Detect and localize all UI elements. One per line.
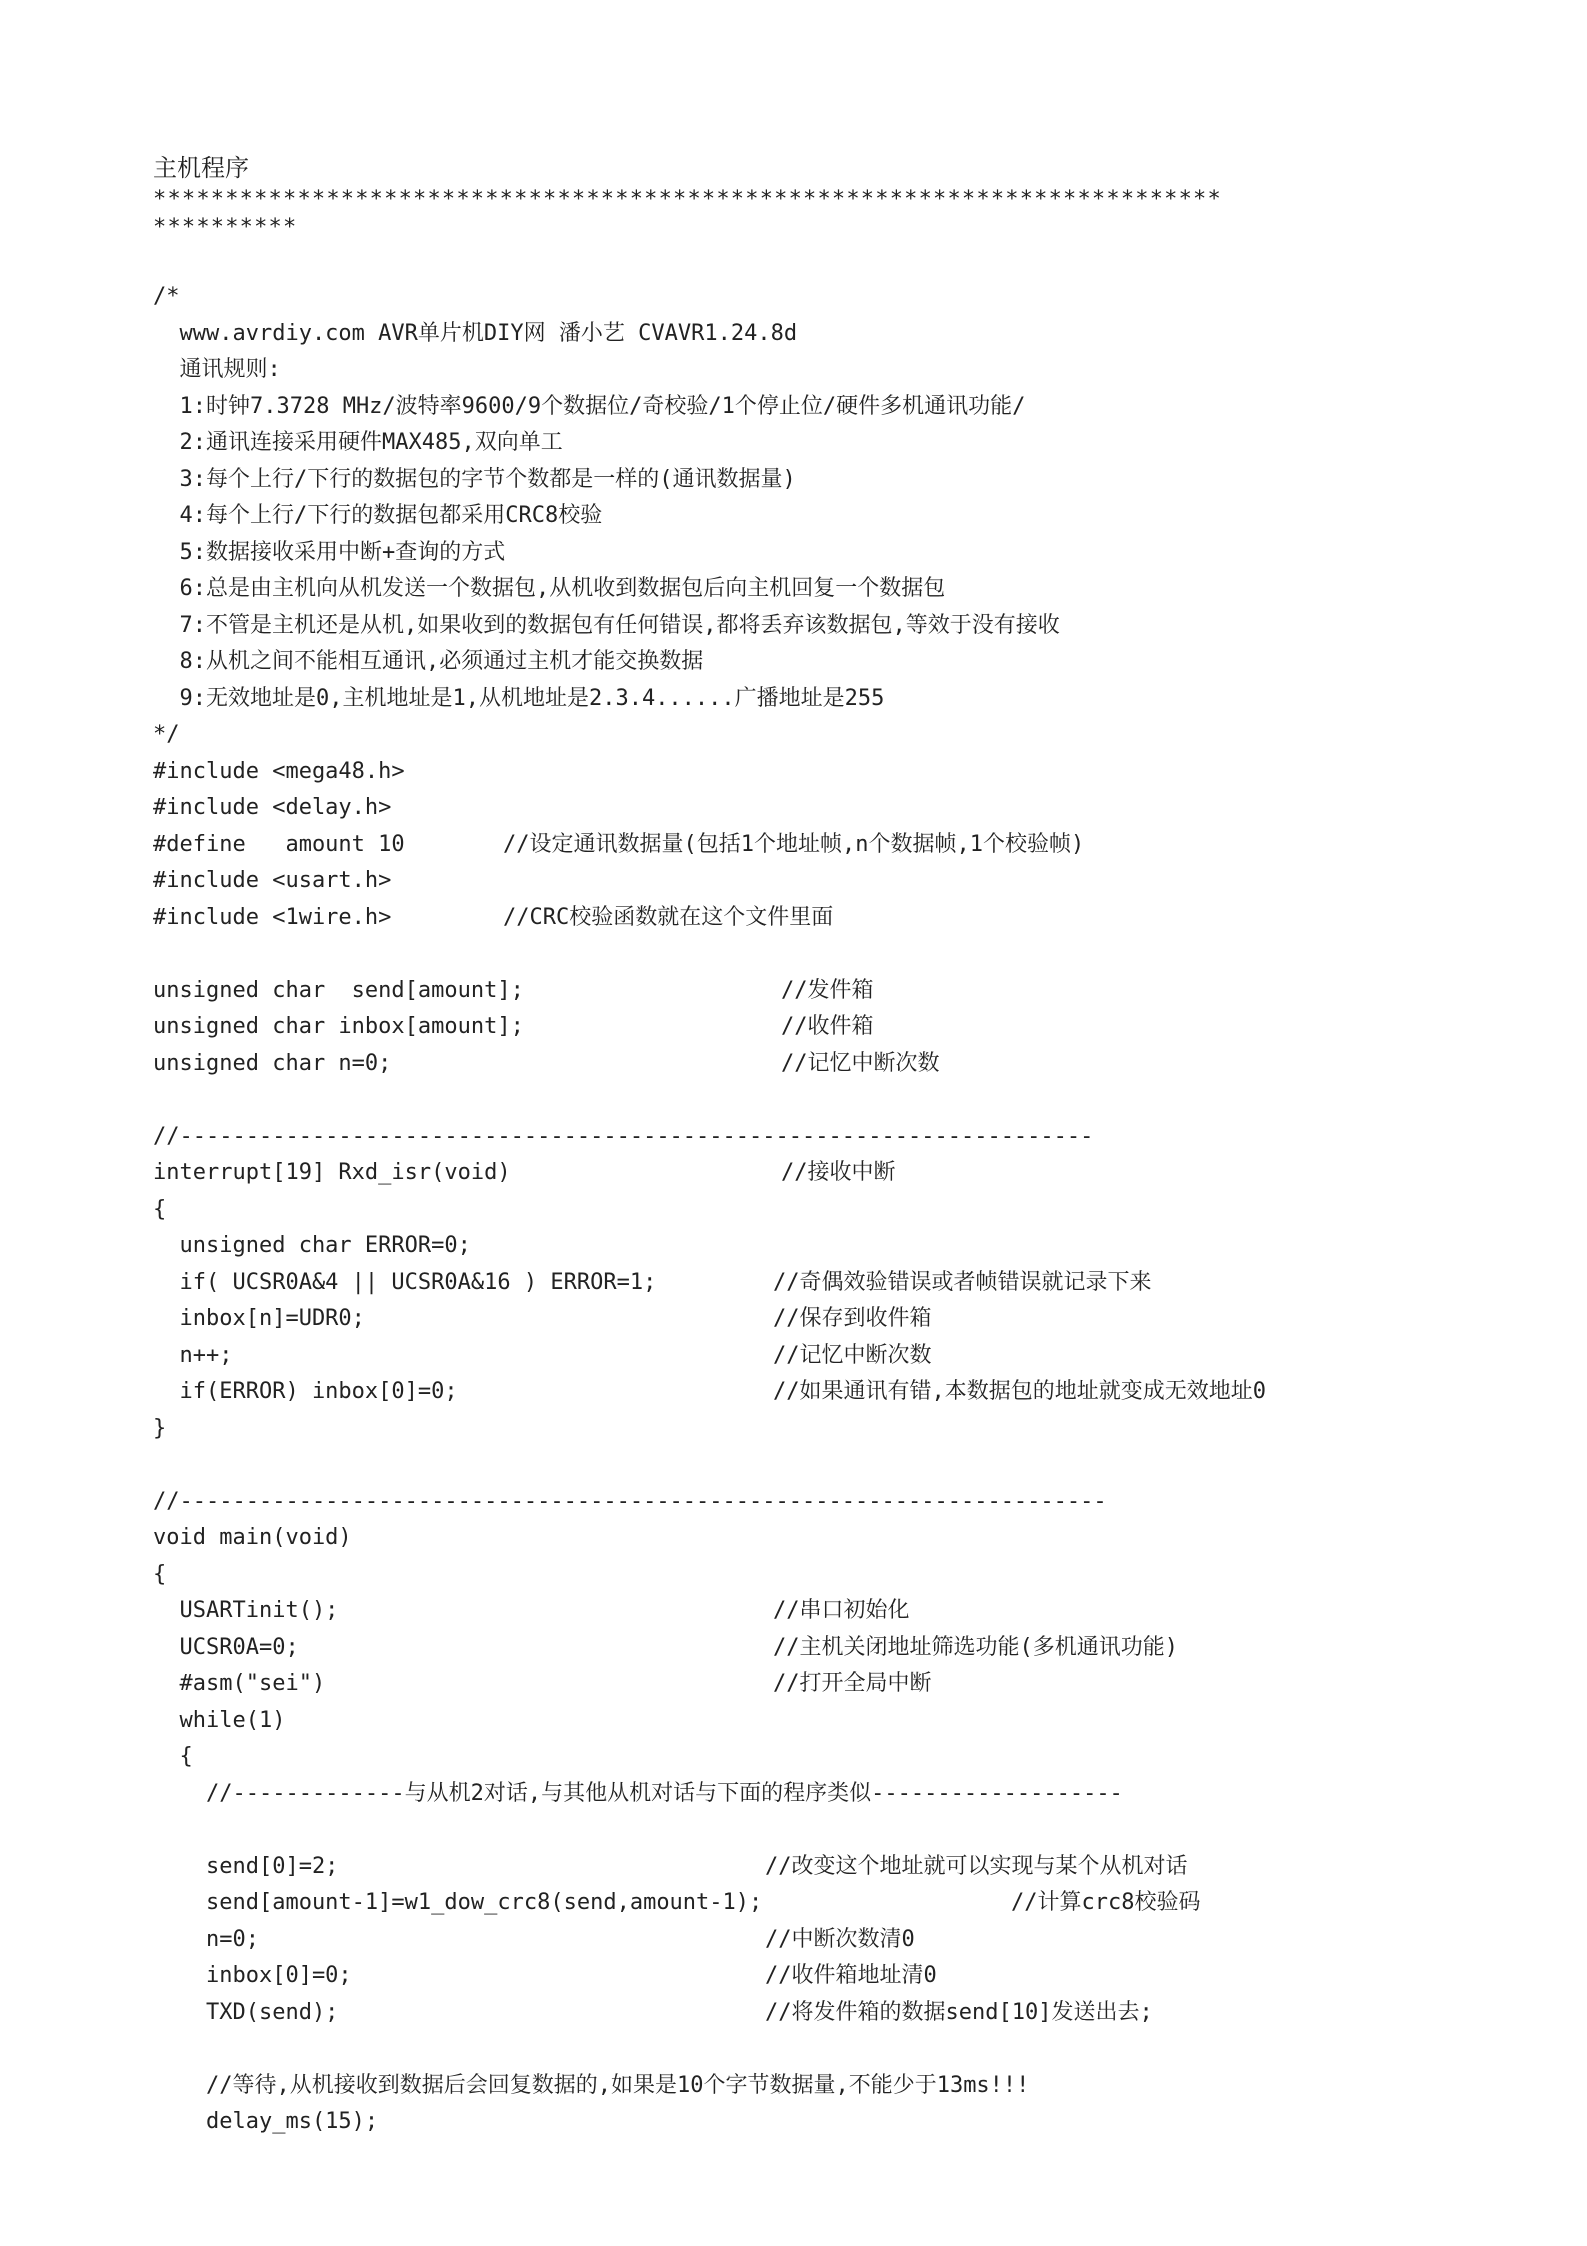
code-line [153,717,1453,754]
code-lines [153,243,1453,2141]
code-text: n++; [153,1342,233,1368]
code-text: if(ERROR) inbox[0]=0; [153,1379,458,1404]
code-line [153,352,1453,389]
code-line [153,681,1453,718]
code-line [153,1739,1453,1776]
code-line [153,1338,1453,1375]
code-text: while(1) [153,1707,286,1733]
code-line [153,1703,1453,1740]
code-text: inbox[n]=UDR0; [153,1306,365,1331]
code-text: #include <mega48.h> [153,758,405,784]
separator-stars-line-2: ********** [153,214,298,240]
code-text: unsigned char inbox[amount]; [153,1014,524,1039]
code-line [153,1849,1453,1886]
code-line [153,827,1453,864]
code-comment: //发件箱 [781,977,874,1003]
code-comment: //收件箱地址清0 [765,1963,937,1988]
code-text: USARTinit(); [153,1598,339,1623]
code-line [153,1520,1453,1557]
code-line [153,1009,1453,1046]
code-line [153,973,1453,1010]
code-line [153,571,1453,608]
code-line [153,316,1453,353]
code-line [153,2031,1453,2068]
code-comment: //串口初始化 [773,1598,910,1623]
code-text: unsigned char n=0; [153,1050,392,1076]
code-text: */ [153,722,180,747]
code-line [153,1666,1453,1703]
code-text: 4:每个上行/下行的数据包都采用CRC8校验 [153,503,603,528]
code-line [153,1557,1453,1594]
code-comment: //记忆中断次数 [773,1342,932,1368]
code-text: UCSR0A=0; [153,1634,299,1660]
code-text: unsigned char send[amount]; [153,977,524,1003]
code-line [153,1374,1453,1411]
code-line [153,279,1453,316]
code-line [153,462,1453,499]
document-title: 主机程序 [153,154,249,182]
code-text: { [153,1561,167,1587]
code-line [153,1922,1453,1959]
code-line [153,644,1453,681]
code-text: #define amount 10 [153,831,405,857]
code-text: send[0]=2; [153,1853,339,1879]
code-text: 7:不管是主机还是从机,如果收到的数据包有任何错误,都将丢弃该数据包,等效于没有接收 [153,612,1060,638]
code-line [153,1411,1453,1448]
code-text: 3:每个上行/下行的数据包的字节个数都是一样的(通讯数据量) [153,466,796,492]
code-line [153,1265,1453,1302]
code-text: } [153,1415,167,1441]
code-text: /* [153,284,180,309]
code-comment: //计算crc8校验码 [1011,1890,1201,1915]
code-text: #include <usart.h> [153,868,392,893]
code-text: #include <delay.h> [153,795,392,820]
code-line [153,1192,1453,1229]
code-text: #asm("sei") [153,1671,326,1696]
code-comment: //奇偶效验错误或者帧错误就记录下来 [773,1269,1152,1295]
code-text: //等待,从机接收到数据后会回复数据的,如果是10个字节数据量,不能少于13ms!!! [153,2072,1030,2098]
code-listing [153,150,1453,2141]
code-comment: //将发件箱的数据send[10]发送出去; [765,1999,1153,2025]
code-line [153,1082,1453,1119]
code-comment: //设定通讯数据量(包括1个地址帧,n个数据帧,1个校验帧) [503,831,1085,857]
code-text: 2:通讯连接采用硬件MAX485,双向单工 [153,430,563,455]
code-comment: //打开全局中断 [773,1671,932,1696]
code-text: www.avrdiy.com AVR单片机DIY网 潘小艺 CVAVR1.24.8d [153,320,798,346]
code-text: send[amount-1]=w1_dow_crc8(send,amount-1); [153,1890,763,1915]
code-text: { [153,1196,167,1222]
code-line [153,425,1453,462]
code-line [153,1484,1453,1521]
code-line [153,790,1453,827]
code-text: 8:从机之间不能相互通讯,必须通过主机才能交换数据 [153,649,704,674]
code-line [153,1995,1453,2032]
code-line [153,936,1453,973]
code-comment: //CRC校验函数就在这个文件里面 [503,904,834,930]
code-text: TXD(send); [153,1999,339,2025]
code-text: 9:无效地址是0,主机地址是1,从机地址是2.3.4......广播地址是255 [153,685,885,711]
code-line [153,1447,1453,1484]
code-line [153,243,1453,280]
code-comment: //保存到收件箱 [773,1306,932,1331]
code-text: //--------------------------------------------------------------------- [153,1123,1094,1149]
code-line [153,1046,1453,1083]
code-line [153,1593,1453,1630]
code-line [153,1119,1453,1156]
code-line [153,1958,1453,1995]
code-line [153,498,1453,535]
code-comment: //如果通讯有错,本数据包的地址就变成无效地址0 [773,1379,1266,1404]
code-text: void main(void) [153,1525,352,1550]
code-comment: //接收中断 [781,1160,896,1185]
code-line [153,1301,1453,1338]
code-line [153,754,1453,791]
code-line [153,2068,1453,2105]
code-comment: //中断次数清0 [765,1926,915,1952]
code-text: //---------------------------------------------------------------------- [153,1488,1107,1514]
code-line [153,1228,1453,1265]
code-line [153,535,1453,572]
code-text: { [153,1744,193,1769]
code-text: 1:时钟7.3728 MHz/波特率9600/9个数据位/奇校验/1个停止位/硬件多机通讯功能/ [153,393,1026,419]
code-line [153,863,1453,900]
code-text: 5:数据接收采用中断+查询的方式 [153,539,506,565]
code-text: //-------------与从机2对话,与其他从机对话与下面的程序类似------------------- [153,1780,1123,1806]
code-text: if( UCSR0A&4 || UCSR0A&16 ) ERROR=1; [153,1269,657,1295]
code-comment: //主机关闭地址筛选功能(多机通讯功能) [773,1634,1178,1660]
code-text: inbox[0]=0; [153,1963,352,1988]
code-text: unsigned char ERROR=0; [153,1233,471,1258]
code-text: #include <1wire.h> [153,904,392,930]
code-text: n=0; [153,1926,259,1952]
separator-stars-line-1: ************************************************************************** [153,186,1222,212]
code-line [153,1812,1453,1849]
code-text: 6:总是由主机向从机发送一个数据包,从机收到数据包后向主机回复一个数据包 [153,576,946,601]
code-line [153,1776,1453,1813]
code-comment: //改变这个地址就可以实现与某个从机对话 [765,1853,1188,1879]
code-line [153,1630,1453,1667]
code-line [153,1155,1453,1192]
code-text: 通讯规则: [153,357,281,382]
code-comment: //记忆中断次数 [781,1050,940,1076]
code-line [153,2104,1453,2141]
code-comment: //收件箱 [781,1014,874,1039]
code-line [153,900,1453,937]
code-line [153,1885,1453,1922]
code-text: delay_ms(15); [153,2109,379,2134]
code-line [153,389,1453,426]
code-text: interrupt[19] Rxd_isr(void) [153,1160,511,1185]
code-line [153,608,1453,645]
